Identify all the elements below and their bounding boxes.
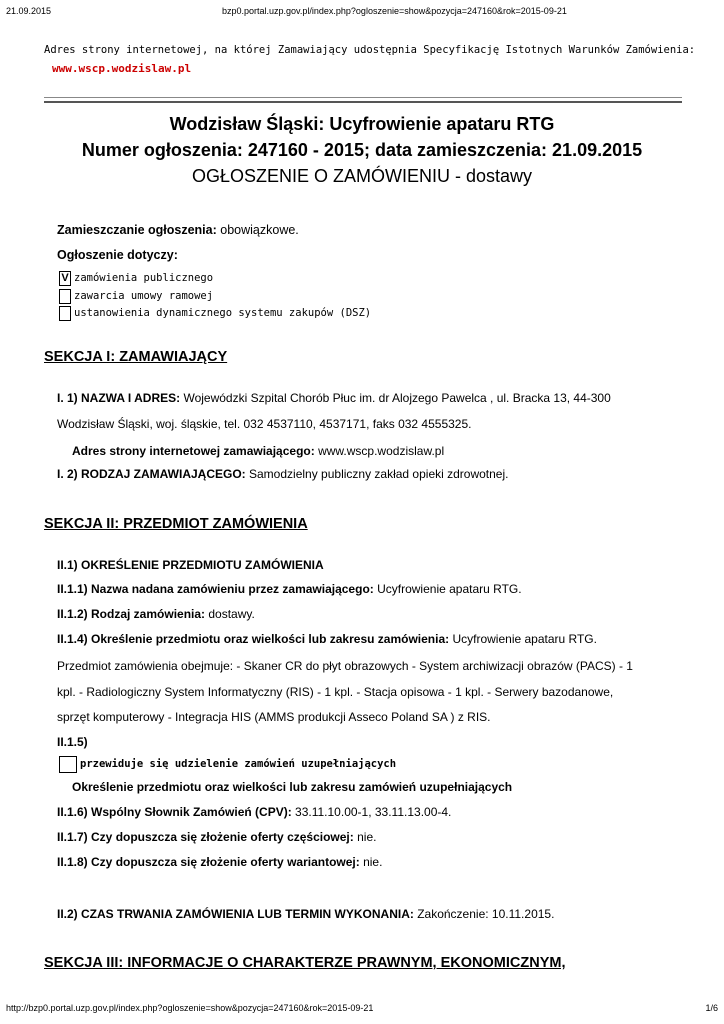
www-label: Adres strony internetowej zamawiającego: [72, 444, 315, 458]
checkbox-dsz-label: ustanowienia dynamicznego systemu zakupów (DSZ) [74, 307, 372, 319]
page-title: Wodzisław Śląski: Ucyfrowienie apataru RTG [169, 114, 555, 134]
checkbox-supplementary-orders-label: przewiduje się udzielenie zamówień uzupełniających [80, 758, 397, 770]
section-3-heading: SEKCJA III: INFORMACJE O CHARAKTERZE PRAWNYM, EKONOMICZNYM, [44, 955, 566, 971]
ii112-row [57, 607, 255, 621]
ii111-row [57, 582, 522, 596]
ii117-value: nie. [353, 830, 377, 844]
www-value: www.wscp.wodzislaw.pl [314, 444, 445, 458]
ii115-label: II.1.5) [57, 735, 88, 749]
i1-label: I. 1) NAZWA I ADRES: [57, 391, 181, 405]
i1-text: Wojewódzki Szpital Chorób Płuc im. dr Alojzego Pawelca , ul. Bracka 13, 44-300 [180, 391, 611, 405]
announcement-number: Numer ogłoszenia: 247160 - 2015; data zamieszczenia: 21.09.2015 [81, 140, 643, 160]
placement-row [57, 223, 299, 237]
siwz-link[interactable]: www.wscp.wodzislaw.pl [52, 62, 192, 75]
print-date: 21.09.2015 [6, 6, 52, 16]
i1-row [57, 391, 611, 405]
ii117-row [57, 830, 376, 844]
siwz-note: Adres strony internetowej, na której Zamawiający udostępnia Specyfikację Istotnych Warunków Zamówienia: [44, 44, 696, 56]
placement-label: Zamieszczanie ogłoszenia: [57, 223, 217, 237]
concerns-label: Ogłoszenie dotyczy: [57, 248, 178, 262]
ii114-value: Ucyfrowienie apataru RTG. [449, 632, 597, 646]
ii116-row [57, 805, 451, 819]
ii116-label: II.1.6) Wspólny Słownik Zamówień (CPV): [57, 805, 292, 819]
ii114-desc-line2: kpl. - Radiologiczny System Informatyczny (RIS) - 1 kpl. - Stacja opisowa - 1 kpl. - Serwery bazodanowe, [57, 685, 614, 699]
checkbox-public-order[interactable]: V [59, 271, 71, 286]
i2-value: Samodzielny publiczny zakład opieki zdrowotnej. [245, 467, 509, 481]
ii116-value: 33.11.10.00-1, 33.11.13.00-4. [291, 805, 452, 819]
ii111-label: II.1.1) Nazwa nadana zamówieniu przez zamawiającego: [57, 582, 374, 596]
print-url: bzp0.portal.uzp.gov.pl/index.php?ogloszenie=show&pozycja=247160&rok=2015-09-21 [222, 6, 567, 16]
ii114-row [57, 632, 597, 646]
section-2-heading: SEKCJA II: PRZEDMIOT ZAMÓWIENIA [44, 516, 308, 532]
placement-value: obowiązkowe. [216, 223, 299, 237]
i1-text-cont: Wodzisław Śląski, woj. śląskie, tel. 032 4537110, 4537171, faks 032 4555325. [57, 417, 472, 431]
page-number: 1/6 [705, 1003, 718, 1013]
ii2-label: II.2) CZAS TRWANIA ZAMÓWIENIA LUB TERMIN WYKONANIA: [57, 907, 414, 921]
ii117-label: II.1.7) Czy dopuszcza się złożenie oferty częściowej: [57, 830, 354, 844]
ii118-value: nie. [359, 855, 383, 869]
ii1-heading: II.1) OKREŚLENIE PRZEDMIOTU ZAMÓWIENIA [57, 558, 324, 572]
ii118-label: II.1.8) Czy dopuszcza się złożenie oferty wariantowej: [57, 855, 360, 869]
ii2-row [57, 907, 554, 921]
announcement-type-main: OGŁOSZENIE O ZAMÓWIENIU [191, 166, 450, 186]
checkbox-public-order-label: zamówienia publicznego [74, 272, 214, 284]
ii111-value: Ucyfrowienie apataru RTG. [373, 582, 522, 596]
section-1-heading: SEKCJA I: ZAMAWIAJĄCY [44, 349, 228, 365]
ii114-desc-line1: Przedmiot zamówienia obejmuje: - Skaner CR do płyt obrazowych - System archiwizacji obrazów (PACS) - 1 [57, 659, 633, 673]
announcement-type [0, 166, 724, 187]
ii115-desc: Określenie przedmiotu oraz wielkości lub zakresu zamówień uzupełniających [72, 780, 513, 794]
www-row [72, 444, 444, 458]
footer-url: http://bzp0.portal.uzp.gov.pl/index.php?ogloszenie=show&pozycja=247160&rok=2015-09-21 [6, 1003, 374, 1013]
i2-row [57, 467, 508, 481]
announcement-type-suffix: - dostawy [450, 166, 533, 186]
checkbox-framework-agreement[interactable] [59, 289, 71, 304]
checkbox-supplementary-orders[interactable] [59, 756, 77, 773]
horizontal-divider [44, 97, 682, 103]
ii118-row [57, 855, 382, 869]
ii114-label: II.1.4) Określenie przedmiotu oraz wielkości lub zakresu zamówienia: [57, 632, 450, 646]
ii2-value: Zakończenie: 10.11.2015. [413, 907, 555, 921]
checkbox-framework-agreement-label: zawarcia umowy ramowej [74, 290, 214, 302]
i2-label: I. 2) RODZAJ ZAMAWIAJĄCEGO: [57, 467, 246, 481]
ii114-desc-line3: sprzęt komputerowy - Integracja HIS (AMMS produkcji Asseco Poland SA ) z RIS. [57, 710, 491, 724]
checkbox-dsz[interactable] [59, 306, 71, 321]
ii112-label: II.1.2) Rodzaj zamówienia: [57, 607, 206, 621]
ii112-value: dostawy. [205, 607, 255, 621]
